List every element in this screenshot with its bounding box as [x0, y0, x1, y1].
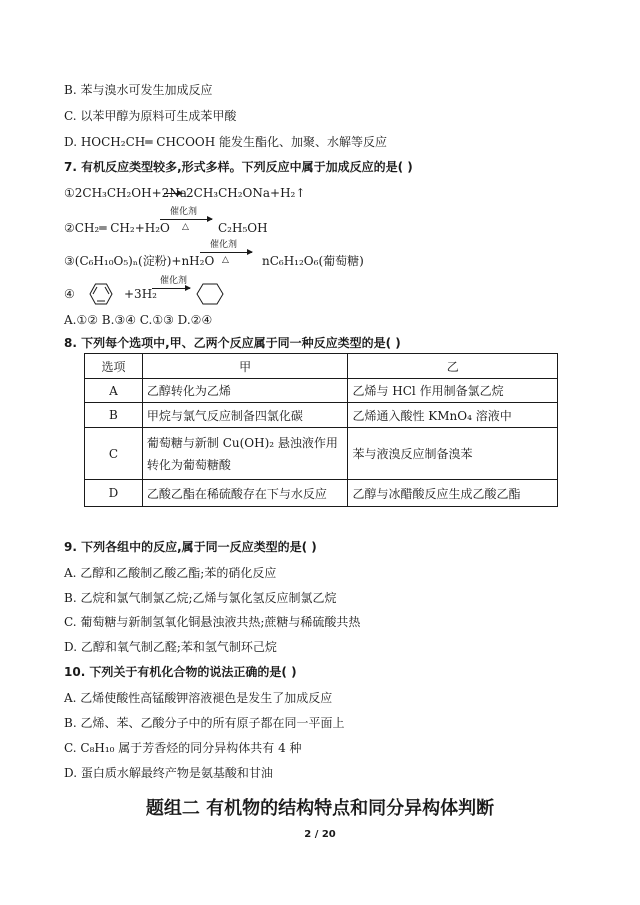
q10-option-b: B. 乙烯、苯、乙酸分子中的所有原子都在同一平面上 — [64, 716, 345, 730]
q7-reaction-2-products: C₂H₅OH — [218, 221, 268, 235]
table-cell-yi: 苯与液溴反应制备溴苯 — [348, 428, 558, 480]
reaction-arrow — [160, 219, 212, 220]
cyclohexane-ring-icon — [192, 279, 232, 309]
q7-reaction-3-reactants: ③(C₆H₁₀O₅)ₙ(淀粉)+nH₂O — [64, 254, 215, 268]
reaction-arrow — [164, 193, 182, 194]
table-cell-jia — [142, 428, 348, 480]
table-row — [85, 480, 558, 507]
table-cell-jia: 甲烷与氯气反应制备四氯化碳 — [142, 403, 348, 428]
table-row — [85, 403, 558, 428]
benzene-ring-icon — [82, 279, 120, 309]
q9-option-b: B. 乙烷和氯气制氯乙烷;乙烯与氯化氢反应制氯乙烷 — [64, 591, 337, 605]
table-header: 选项 — [85, 354, 143, 379]
section-title: 题组二 有机物的结构特点和同分异构体判断 — [145, 798, 495, 819]
q7-stem: 7. 有机反应类型较多,形式多样。下列反应中属于加成反应的是( ) — [64, 160, 413, 174]
table-cell-option: C — [85, 428, 143, 480]
heat-symbol: △ — [182, 222, 189, 232]
q7-reaction-2-reactants: ②CH₂═ CH₂+H₂O — [64, 221, 170, 235]
q7-reaction-4-label: ④ — [64, 287, 75, 301]
table-cell-jia-line-1: 葡萄糖与新制 Cu(OH)₂ 悬浊液作用 — [146, 435, 338, 450]
page-number: 2 / 20 — [304, 829, 336, 840]
table-cell-option: B — [85, 403, 143, 428]
table-cell-jia: 乙醇转化为乙烯 — [142, 379, 348, 403]
table-header: 乙 — [348, 354, 558, 379]
q9-option-a: A. 乙醇和乙酸制乙酸乙酯;苯的硝化反应 — [64, 566, 277, 580]
q10-option-a: A. 乙烯使酸性高锰酸钾溶液褪色是发生了加成反应 — [64, 691, 333, 705]
catalyst-label: 催化剂 — [210, 240, 238, 250]
table-row — [85, 379, 558, 403]
q7-reaction-1-reactants: ①2CH₃CH₂OH+2Na — [64, 186, 187, 200]
q10-stem: 10. 下列关于有机化合物的说法正确的是( ) — [64, 665, 297, 679]
q7-reaction-4-hydrogen: +3H₂ — [124, 287, 157, 301]
q8-stem: 8. 下列每个选项中,甲、乙两个反应属于同一种反应类型的是( ) — [64, 336, 401, 350]
q6-option-b: B. 苯与溴水可发生加成反应 — [64, 83, 213, 97]
table-row — [85, 428, 558, 480]
table-header-row — [85, 354, 558, 379]
table-cell-yi: 乙烯通入酸性 KMnO₄ 溶液中 — [348, 403, 558, 428]
table-cell-option: D — [85, 480, 143, 507]
reaction-arrow — [152, 288, 190, 289]
table-cell-yi: 乙醇与冰醋酸反应生成乙酸乙酯 — [348, 480, 558, 507]
table-header: 甲 — [142, 354, 348, 379]
q8-options-table — [84, 353, 558, 507]
q9-option-d: D. 乙醇和氧气制乙醛;苯和氢气制环己烷 — [64, 640, 277, 654]
q6-option-c: C. 以苯甲醇为原料可生成苯甲酸 — [64, 109, 237, 123]
q10-option-c: C. C₈H₁₀ 属于芳香烃的同分异构体共有 4 种 — [64, 741, 302, 755]
reaction-arrow — [200, 252, 252, 253]
catalyst-label: 催化剂 — [160, 276, 188, 286]
table-cell-option: A — [85, 379, 143, 403]
q7-options: A.①② B.③④ C.①③ D.②④ — [64, 313, 213, 327]
catalyst-label: 催化剂 — [170, 207, 198, 217]
heat-symbol: △ — [222, 255, 229, 265]
q7-reaction-3-products: nC₆H₁₂O₆(葡萄糖) — [262, 254, 364, 268]
q7-reaction-1-products: 2CH₃CH₂ONa+H₂↑ — [186, 186, 306, 200]
table-cell-yi: 乙烯与 HCl 作用制备氯乙烷 — [348, 379, 558, 403]
q9-option-c: C. 葡萄糖与新制氢氧化铜悬浊液共热;蔗糖与稀硫酸共热 — [64, 615, 361, 629]
q10-option-d: D. 蛋白质水解最终产物是氨基酸和甘油 — [64, 766, 273, 780]
table-cell-jia-line-2: 转化为葡萄糖酸 — [146, 457, 231, 472]
table-cell-jia: 乙酸乙酯在稀硫酸存在下与水反应 — [142, 480, 348, 507]
q9-stem: 9. 下列各组中的反应,属于同一反应类型的是( ) — [64, 540, 317, 554]
q6-option-d: D. HOCH₂CH═ CHCOOH 能发生酯化、加聚、水解等反应 — [64, 135, 388, 149]
